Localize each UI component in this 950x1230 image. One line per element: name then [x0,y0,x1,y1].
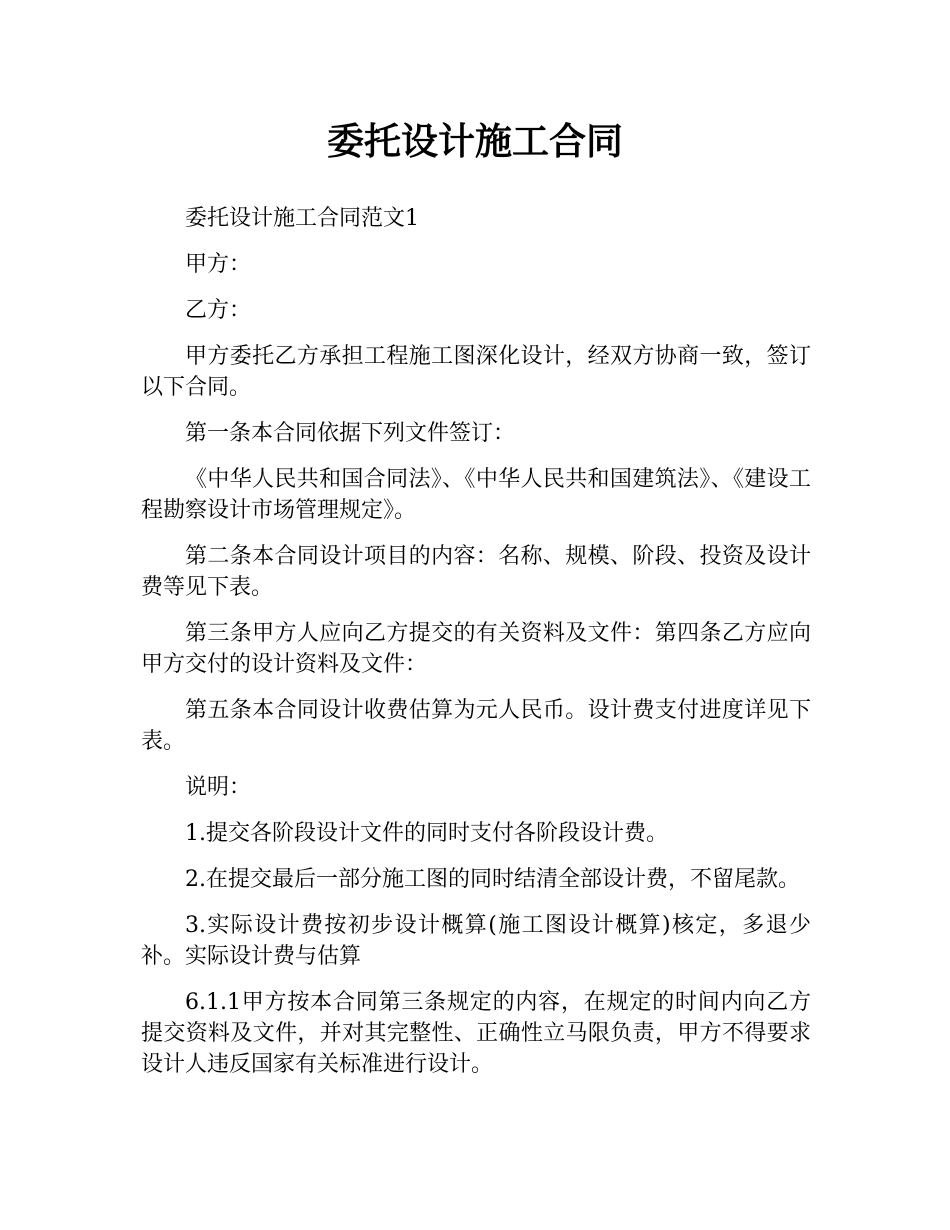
paragraph-article-1: 第一条本合同依据下列文件签订： [185,421,516,446]
paragraph-article-3-4: 第三条甲方人应向乙方提交的有关资料及文件：第四条乙方应向甲方交付的设计资料及文件： [141,621,811,677]
document-body [141,203,811,1095]
paragraph-notes-heading: 说明： [185,775,252,800]
paragraph-intro: 甲方委托乙方承担工程施工图深化设计，经双方协商一致，签订以下合同。 [141,344,811,400]
paragraph-note-3: 3.实际设计费按初步设计概算(施工图设计概算)核定，多退少补。实际设计费与估算 [141,913,811,969]
paragraph-clause-6-1-1: 6.1.1甲方按本合同第三条规定的内容，在规定的时间内向乙方提交资料及文件，并对其完整性、正确性立马限负责，甲方不得要求设计人违反国家有关标准进行设计。 [141,990,811,1077]
paragraph-subtitle: 委托设计施工合同范文1 [185,206,419,231]
document-title: 委托设计施工合同 [327,120,623,163]
paragraph-laws: 《中华人民共和国合同法》、《中华人民共和国建筑法》、《建设工程勘察设计市场管理规定》。 [141,467,811,523]
paragraph-note-1: 1.提交各阶段设计文件的同时支付各阶段设计费。 [185,821,668,846]
paragraph-party-b: 乙方： [185,298,252,323]
paragraph-article-2: 第二条本合同设计项目的内容：名称、规模、阶段、投资及设计费等见下表。 [141,544,811,600]
paragraph-party-a: 甲方： [185,252,252,277]
paragraph-article-5: 第五条本合同设计收费估算为元人民币。设计费支付进度详见下表。 [141,698,811,754]
paragraph-note-2: 2.在提交最后一部分施工图的同时结清全部设计费，不留尾款。 [185,867,800,892]
